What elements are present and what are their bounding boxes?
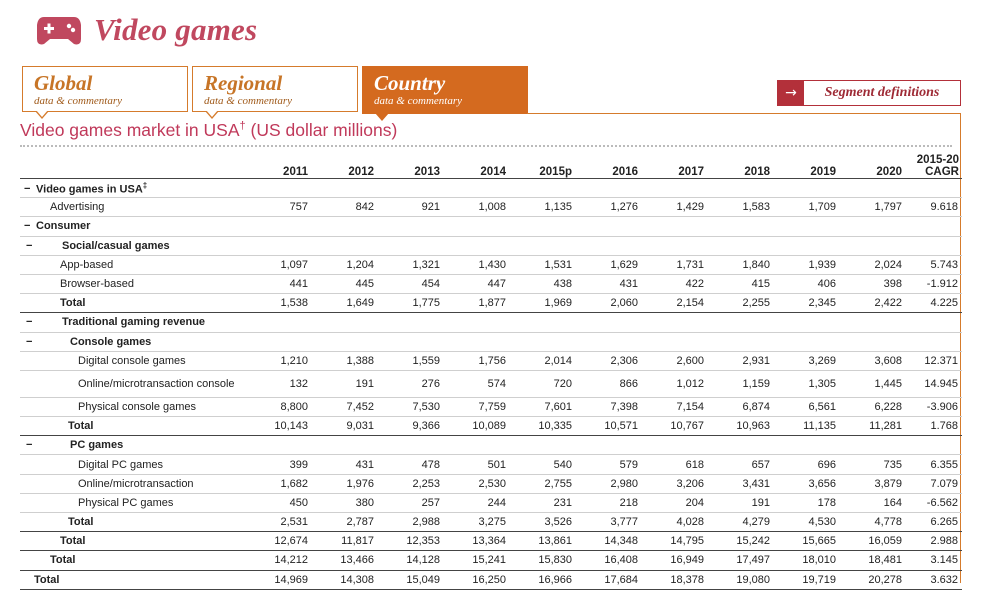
value-cell: 1,135 bbox=[510, 198, 576, 217]
row-label: App-based bbox=[20, 255, 248, 274]
value-cell: 1,276 bbox=[576, 198, 642, 217]
value-cell: 1,976 bbox=[312, 474, 378, 493]
table-row bbox=[20, 198, 962, 217]
value-cell: 15,242 bbox=[708, 532, 774, 551]
value-cell: 1,939 bbox=[774, 255, 840, 274]
value-cell: 19,080 bbox=[708, 570, 774, 589]
value-cell: 12,674 bbox=[248, 532, 312, 551]
value-cell: 16,949 bbox=[642, 551, 708, 570]
value-cell: 1,629 bbox=[576, 255, 642, 274]
cagr-cell: -1.912 bbox=[906, 274, 962, 293]
value-cell: 579 bbox=[576, 455, 642, 474]
cagr-cell: 3.145 bbox=[906, 551, 962, 570]
value-cell: 14,969 bbox=[248, 570, 312, 589]
row-label: Physical console games bbox=[20, 397, 248, 416]
segment-definitions-label: Segment definitions bbox=[824, 85, 940, 100]
value-cell: 4,778 bbox=[840, 513, 906, 532]
section-social-casual-row bbox=[20, 236, 962, 255]
section-social-casual[interactable] bbox=[20, 236, 962, 255]
value-cell: 1,559 bbox=[378, 351, 444, 370]
table-row bbox=[20, 255, 962, 274]
value-cell: 164 bbox=[840, 493, 906, 512]
total-row bbox=[20, 513, 962, 532]
dotted-divider bbox=[20, 145, 952, 147]
value-cell: 406 bbox=[774, 274, 840, 293]
value-cell: 1,012 bbox=[642, 370, 708, 397]
value-cell: 12,353 bbox=[378, 532, 444, 551]
value-cell: 20,278 bbox=[840, 570, 906, 589]
value-cell: 6,874 bbox=[708, 397, 774, 416]
total-row bbox=[20, 532, 962, 551]
value-cell: 16,250 bbox=[444, 570, 510, 589]
value-cell: 454 bbox=[378, 274, 444, 293]
value-cell: 1,877 bbox=[444, 294, 510, 313]
value-cell: 1,429 bbox=[642, 198, 708, 217]
value-cell: 2,253 bbox=[378, 474, 444, 493]
value-cell: 1,797 bbox=[840, 198, 906, 217]
col-header: 2013 bbox=[378, 151, 444, 179]
value-cell: 2,530 bbox=[444, 474, 510, 493]
value-cell: 14,348 bbox=[576, 532, 642, 551]
value-cell: 2,600 bbox=[642, 351, 708, 370]
cagr-cell: 9.618 bbox=[906, 198, 962, 217]
value-cell: 7,601 bbox=[510, 397, 576, 416]
cagr-cell: 12.371 bbox=[906, 351, 962, 370]
value-cell: 1,305 bbox=[774, 370, 840, 397]
value-cell: 657 bbox=[708, 455, 774, 474]
row-label: Digital console games bbox=[20, 351, 248, 370]
value-cell: 15,665 bbox=[774, 532, 840, 551]
tab-regional-subtitle: data & commentary bbox=[204, 95, 292, 107]
collapse-icon[interactable]: − bbox=[26, 335, 33, 348]
section-label: Video games in USA bbox=[36, 183, 143, 196]
section-traditional-gaming-row bbox=[20, 313, 962, 332]
value-cell: 18,481 bbox=[840, 551, 906, 570]
value-cell: 2,154 bbox=[642, 294, 708, 313]
value-cell: 191 bbox=[312, 370, 378, 397]
table-row bbox=[20, 397, 962, 416]
row-label: Physical PC games bbox=[20, 493, 248, 512]
tab-global[interactable] bbox=[22, 66, 188, 112]
value-cell: 431 bbox=[576, 274, 642, 293]
value-cell: 14,795 bbox=[642, 532, 708, 551]
value-cell: 720 bbox=[510, 370, 576, 397]
table-title-unit: (US dollar millions) bbox=[245, 120, 398, 140]
value-cell: 2,980 bbox=[576, 474, 642, 493]
value-cell: 2,988 bbox=[378, 513, 444, 532]
value-cell: 3,431 bbox=[708, 474, 774, 493]
double-dagger-mark: ‡ bbox=[142, 180, 148, 190]
value-cell: 15,049 bbox=[378, 570, 444, 589]
table-title bbox=[20, 120, 397, 141]
collapse-icon[interactable]: − bbox=[26, 316, 33, 329]
header-row bbox=[20, 151, 962, 179]
cagr-cell: -3.906 bbox=[906, 397, 962, 416]
table-row bbox=[20, 274, 962, 293]
col-header: 2011 bbox=[248, 151, 312, 179]
value-cell: 1,756 bbox=[444, 351, 510, 370]
row-label: Online/microtransaction console bbox=[20, 370, 248, 397]
content-frame-top bbox=[527, 113, 960, 114]
section-traditional-gaming[interactable] bbox=[20, 313, 962, 332]
cagr-cell: 7.079 bbox=[906, 474, 962, 493]
col-header: 2020 bbox=[840, 151, 906, 179]
value-cell: 8,800 bbox=[248, 397, 312, 416]
value-cell: 10,767 bbox=[642, 417, 708, 436]
value-cell: 2,531 bbox=[248, 513, 312, 532]
value-cell: 1,731 bbox=[642, 255, 708, 274]
value-cell: 16,966 bbox=[510, 570, 576, 589]
table-row bbox=[20, 474, 962, 493]
value-cell: 2,255 bbox=[708, 294, 774, 313]
value-cell: 438 bbox=[510, 274, 576, 293]
row-label: Total bbox=[20, 570, 248, 589]
value-cell: 3,777 bbox=[576, 513, 642, 532]
gamepad-icon bbox=[36, 13, 82, 47]
total-row bbox=[20, 294, 962, 313]
table-row bbox=[20, 351, 962, 370]
value-cell: 17,684 bbox=[576, 570, 642, 589]
value-cell: 7,154 bbox=[642, 397, 708, 416]
value-cell: 7,398 bbox=[576, 397, 642, 416]
table-row bbox=[20, 455, 962, 474]
row-label: Total bbox=[20, 532, 248, 551]
value-cell: 2,931 bbox=[708, 351, 774, 370]
collapse-icon[interactable]: − bbox=[24, 220, 31, 233]
section-video-games-row bbox=[20, 179, 962, 198]
value-cell: 191 bbox=[708, 493, 774, 512]
section-label: Consumer bbox=[36, 220, 91, 233]
value-cell: 415 bbox=[708, 274, 774, 293]
col-header: 2018 bbox=[708, 151, 774, 179]
value-cell: 2,060 bbox=[576, 294, 642, 313]
value-cell: 1,583 bbox=[708, 198, 774, 217]
cagr-cell: 6.265 bbox=[906, 513, 962, 532]
value-cell: 380 bbox=[312, 493, 378, 512]
cagr-cell: 4.225 bbox=[906, 294, 962, 313]
value-cell: 13,364 bbox=[444, 532, 510, 551]
row-label: Online/microtransaction bbox=[20, 474, 248, 493]
value-cell: 4,530 bbox=[774, 513, 840, 532]
value-cell: 422 bbox=[642, 274, 708, 293]
value-cell: 1,775 bbox=[378, 294, 444, 313]
row-label: Total bbox=[20, 294, 248, 313]
value-cell: 2,345 bbox=[774, 294, 840, 313]
total-row bbox=[20, 551, 962, 570]
collapse-icon[interactable]: − bbox=[24, 183, 31, 196]
arrow-right-icon: → bbox=[778, 81, 804, 105]
collapse-icon[interactable]: − bbox=[26, 239, 33, 252]
table-row bbox=[20, 370, 962, 397]
value-cell: 10,571 bbox=[576, 417, 642, 436]
value-cell: 244 bbox=[444, 493, 510, 512]
value-cell: 17,497 bbox=[708, 551, 774, 570]
value-cell: 696 bbox=[774, 455, 840, 474]
tab-regional[interactable] bbox=[192, 66, 358, 112]
col-header: 2014 bbox=[444, 151, 510, 179]
tab-global-title: Global bbox=[34, 71, 93, 95]
value-cell: 866 bbox=[576, 370, 642, 397]
value-cell: 16,059 bbox=[840, 532, 906, 551]
col-header: 2019 bbox=[774, 151, 840, 179]
value-cell: 9,366 bbox=[378, 417, 444, 436]
value-cell: 399 bbox=[248, 455, 312, 474]
value-cell: 3,275 bbox=[444, 513, 510, 532]
value-cell: 10,335 bbox=[510, 417, 576, 436]
cagr-cell: 5.743 bbox=[906, 255, 962, 274]
value-cell: 540 bbox=[510, 455, 576, 474]
value-cell: 15,241 bbox=[444, 551, 510, 570]
collapse-icon[interactable]: − bbox=[26, 439, 33, 452]
value-cell: 16,408 bbox=[576, 551, 642, 570]
col-header: 2017 bbox=[642, 151, 708, 179]
value-cell: 11,135 bbox=[774, 417, 840, 436]
cagr-cell: 3.632 bbox=[906, 570, 962, 589]
value-cell: 7,530 bbox=[378, 397, 444, 416]
value-cell: 11,817 bbox=[312, 532, 378, 551]
row-label: Total bbox=[20, 417, 248, 436]
tab-country-subtitle: data & commentary bbox=[374, 95, 462, 107]
section-label: Traditional gaming revenue bbox=[62, 316, 206, 329]
header-label-cell bbox=[20, 151, 248, 179]
page-header bbox=[36, 10, 257, 50]
value-cell: 1,159 bbox=[708, 370, 774, 397]
value-cell: 1,969 bbox=[510, 294, 576, 313]
cagr-cell: 6.355 bbox=[906, 455, 962, 474]
value-cell: 13,861 bbox=[510, 532, 576, 551]
value-cell: 257 bbox=[378, 493, 444, 512]
value-cell: 2,024 bbox=[840, 255, 906, 274]
row-label: Digital PC games bbox=[20, 455, 248, 474]
section-label: Social/casual games bbox=[62, 239, 170, 252]
value-cell: 431 bbox=[312, 455, 378, 474]
value-cell: 2,787 bbox=[312, 513, 378, 532]
tab-country-title: Country bbox=[374, 71, 446, 95]
value-cell: 450 bbox=[248, 493, 312, 512]
value-cell: 398 bbox=[840, 274, 906, 293]
value-cell: 10,963 bbox=[708, 417, 774, 436]
value-cell: 7,452 bbox=[312, 397, 378, 416]
section-consumer-row bbox=[20, 217, 962, 236]
cagr-cell: 2.988 bbox=[906, 532, 962, 551]
cagr-header-line1: 2015-20 bbox=[916, 154, 959, 166]
value-cell: 1,008 bbox=[444, 198, 510, 217]
value-cell: 6,228 bbox=[840, 397, 906, 416]
col-header: 2016 bbox=[576, 151, 642, 179]
value-cell: 1,204 bbox=[312, 255, 378, 274]
tab-regional-title: Regional bbox=[204, 71, 283, 95]
value-cell: 1,531 bbox=[510, 255, 576, 274]
value-cell: 3,269 bbox=[774, 351, 840, 370]
value-cell: 18,378 bbox=[642, 570, 708, 589]
value-cell: 204 bbox=[642, 493, 708, 512]
row-label: Advertising bbox=[20, 198, 248, 217]
value-cell: 1,321 bbox=[378, 255, 444, 274]
table-title-text: Video games market in USA bbox=[20, 120, 240, 140]
value-cell: 447 bbox=[444, 274, 510, 293]
tab-country[interactable] bbox=[362, 66, 528, 114]
value-cell: 1,388 bbox=[312, 351, 378, 370]
cagr-header bbox=[906, 151, 962, 179]
value-cell: 6,561 bbox=[774, 397, 840, 416]
cagr-cell: 14.945 bbox=[906, 370, 962, 397]
total-row bbox=[20, 417, 962, 436]
value-cell: 1,840 bbox=[708, 255, 774, 274]
value-cell: 1,210 bbox=[248, 351, 312, 370]
value-cell: 1,445 bbox=[840, 370, 906, 397]
value-cell: 3,206 bbox=[642, 474, 708, 493]
dagger-mark: † bbox=[239, 120, 246, 133]
value-cell: 231 bbox=[510, 493, 576, 512]
col-header: 2015p bbox=[510, 151, 576, 179]
value-cell: 618 bbox=[642, 455, 708, 474]
value-cell: 9,031 bbox=[312, 417, 378, 436]
value-cell: 445 bbox=[312, 274, 378, 293]
value-cell: 478 bbox=[378, 455, 444, 474]
value-cell: 2,014 bbox=[510, 351, 576, 370]
value-cell: 2,755 bbox=[510, 474, 576, 493]
value-cell: 3,608 bbox=[840, 351, 906, 370]
value-cell: 842 bbox=[312, 198, 378, 217]
row-label: Browser-based bbox=[20, 274, 248, 293]
value-cell: 1,430 bbox=[444, 255, 510, 274]
value-cell: 1,538 bbox=[248, 294, 312, 313]
value-cell: 10,089 bbox=[444, 417, 510, 436]
value-cell: 1,709 bbox=[774, 198, 840, 217]
value-cell: 14,128 bbox=[378, 551, 444, 570]
value-cell: 7,759 bbox=[444, 397, 510, 416]
row-label: Total bbox=[20, 551, 248, 570]
section-pc-games-row bbox=[20, 436, 962, 455]
value-cell: 441 bbox=[248, 274, 312, 293]
value-cell: 178 bbox=[774, 493, 840, 512]
section-console-games[interactable] bbox=[20, 332, 962, 351]
section-console-games-row bbox=[20, 332, 962, 351]
value-cell: 3,879 bbox=[840, 474, 906, 493]
value-cell: 1,649 bbox=[312, 294, 378, 313]
value-cell: 276 bbox=[378, 370, 444, 397]
value-cell: 10,143 bbox=[248, 417, 312, 436]
value-cell: 574 bbox=[444, 370, 510, 397]
cagr-cell: 1.768 bbox=[906, 417, 962, 436]
value-cell: 11,281 bbox=[840, 417, 906, 436]
value-cell: 13,466 bbox=[312, 551, 378, 570]
value-cell: 2,422 bbox=[840, 294, 906, 313]
section-label: Console games bbox=[70, 335, 152, 348]
value-cell: 3,526 bbox=[510, 513, 576, 532]
value-cell: 18,010 bbox=[774, 551, 840, 570]
value-cell: 132 bbox=[248, 370, 312, 397]
value-cell: 921 bbox=[378, 198, 444, 217]
segment-definitions-button[interactable] bbox=[777, 80, 961, 106]
value-cell: 757 bbox=[248, 198, 312, 217]
section-video-games[interactable] bbox=[20, 179, 962, 198]
value-cell: 4,028 bbox=[642, 513, 708, 532]
page-title: Video games bbox=[94, 12, 258, 47]
value-cell: 14,308 bbox=[312, 570, 378, 589]
row-label: Total bbox=[20, 513, 248, 532]
section-consumer[interactable] bbox=[20, 217, 962, 236]
value-cell: 4,279 bbox=[708, 513, 774, 532]
value-cell: 15,830 bbox=[510, 551, 576, 570]
total-row bbox=[20, 570, 962, 589]
section-label: PC games bbox=[70, 439, 124, 452]
value-cell: 735 bbox=[840, 455, 906, 474]
cagr-header-line2: CAGR bbox=[925, 166, 959, 178]
value-cell: 19,719 bbox=[774, 570, 840, 589]
data-table bbox=[20, 151, 962, 590]
value-cell: 218 bbox=[576, 493, 642, 512]
col-header: 2012 bbox=[312, 151, 378, 179]
value-cell: 2,306 bbox=[576, 351, 642, 370]
section-pc-games[interactable] bbox=[20, 436, 962, 455]
value-cell: 1,682 bbox=[248, 474, 312, 493]
value-cell: 1,097 bbox=[248, 255, 312, 274]
tab-global-subtitle: data & commentary bbox=[34, 95, 122, 107]
cagr-cell: -6.562 bbox=[906, 493, 962, 512]
tab-pointer bbox=[35, 111, 49, 119]
value-cell: 14,212 bbox=[248, 551, 312, 570]
tab-pointer bbox=[205, 111, 219, 119]
value-cell: 501 bbox=[444, 455, 510, 474]
value-cell: 3,656 bbox=[774, 474, 840, 493]
table-row bbox=[20, 493, 962, 512]
